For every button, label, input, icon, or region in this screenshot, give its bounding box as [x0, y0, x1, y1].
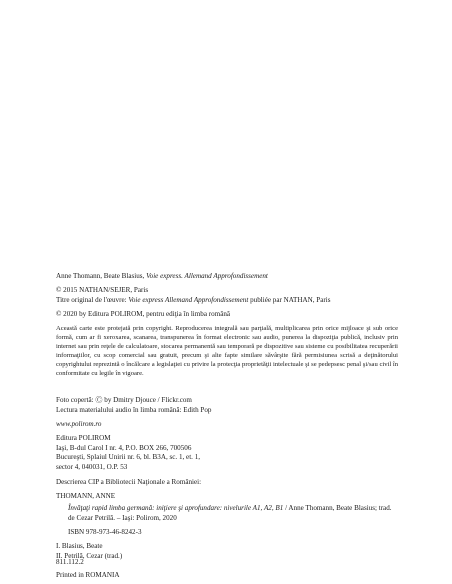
added-entry: I. Blasius, Beate	[56, 542, 103, 550]
legal-notice: Această carte este protejată prin copyright. Reproducerea integrală sau parţială, multiplicarea prin orice mijloace şi sub orice formă, cum ar fi xeroxarea, scanarea, transpunerea în format electronic sau audio, punerea la dispoziţia publică, inclusiv prin internet sau prin reţele de calculatoare, stocarea permanentă sau temporară pe dispozitive sau sisteme cu posibilitatea recuperării informaţiilor, cu scop comercial sau gratuit, precum şi alte fapte similare săvârşite fără permisiunea scrisă a deţinătorului copyrightului reprezintă o încălcare a legislaţiei cu privire la protecţia proprietăţii intelectuale şi se pedepsesc penal şi/sau civil în conformitate cu legile în vigoare.	[56, 325, 398, 377]
credits	[56, 396, 396, 415]
cip-responsibility: / Anne Thomann, Beate Blasius; trad. de Cezar Petrilă. – Iaşi: Polirom, 2020	[68, 504, 392, 522]
website: www.polirom.ro	[56, 420, 102, 428]
romanian-copyright: © 2020 by Editura POLIROM, pentru ediţia în limba română	[56, 310, 231, 318]
cip-title: Învăţaţi rapid limba germană: iniţiere şi aprofundare: nivelurile A1, A2, B1	[68, 504, 284, 512]
authors-line	[56, 272, 396, 282]
original-copyright	[56, 286, 396, 305]
cip-title-statement	[56, 504, 396, 523]
authors-names: Anne Thomann, Beate Blasius,	[56, 272, 147, 280]
added-entry: II. Petrilă, Cezar (trad.)	[56, 551, 123, 560]
address-iasi: Iaşi, B-dul Carol I nr. 4, P.O. BOX 266, 700506	[56, 443, 192, 452]
cip-heading: Descrierea CIP a Bibliotecii Naţionale a României:	[56, 478, 202, 486]
original-title: Voie express. Allemand Approfondissement	[146, 272, 268, 280]
original-work-title: Voie express Allemand Approfondissement	[128, 295, 249, 304]
cip-main-entry: THOMANN, ANNE	[56, 492, 116, 500]
classification: 811.112.2	[56, 558, 84, 566]
audio-reading-credit: Lectura materialului audio în limba română: Edith Pop	[56, 405, 212, 414]
publisher-address	[56, 434, 396, 472]
original-copyright-line: © 2015 NATHAN/SEJER, Paris	[56, 286, 149, 294]
printed-in: Printed in ROMANIA	[56, 571, 120, 579]
publisher-name: Editura POLIROM	[56, 434, 111, 442]
isbn: ISBN 978-973-46-8242-3	[68, 528, 142, 536]
original-publisher: publiée par NATHAN, Paris	[248, 295, 331, 304]
address-sector: sector 4, 040031, O.P. 53	[56, 462, 128, 471]
address-bucuresti: Bucureşti, Splaiul Unirii nr. 6, bl. B3A, sc. 1, et. 1,	[56, 453, 201, 462]
original-title-label: Titre original de l'œuvre:	[56, 295, 129, 304]
cover-photo-credit: Foto copertă: Ⓒ by Dmitry Djouce / Flickr.com	[56, 396, 192, 404]
